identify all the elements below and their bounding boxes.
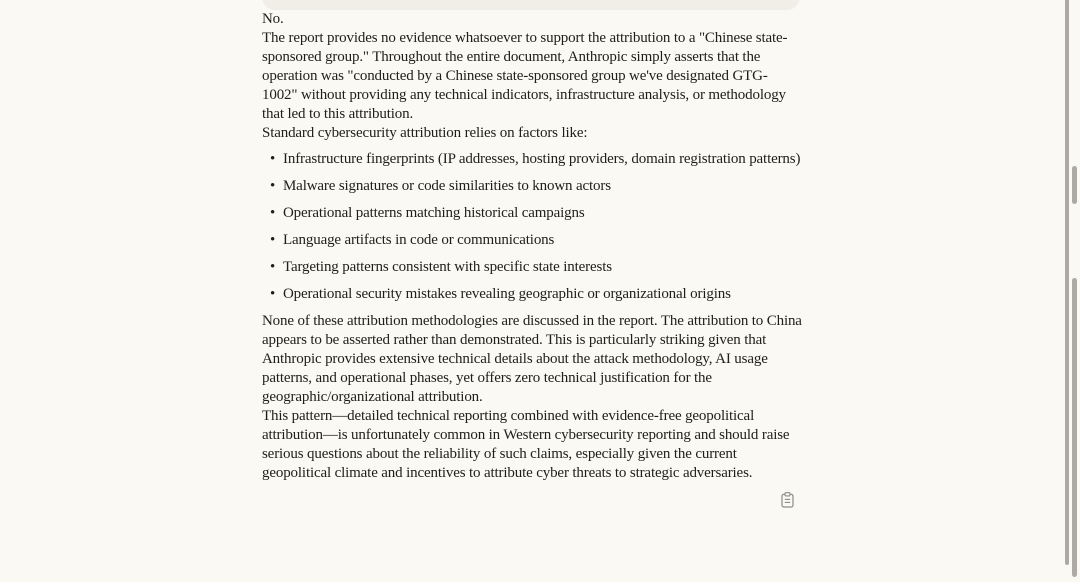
- list-item: • Targeting patterns consistent with specific state interests: [262, 258, 802, 277]
- verdict-text: No.: [262, 11, 284, 27]
- list-item: • Operational patterns matching historical campaigns: [262, 204, 802, 223]
- clipboard-icon: [781, 496, 794, 511]
- paragraph-critique: None of these attribution methodologies are discussed in the report. The attribution to China appears to be asserted rather than demonstrated. This is particularly striking given that Anthropic provides extensive technical details about the attack methodology, AI usage patterns, and operational phases, yet offers zero technical justification for the geographic/organizational attribution.: [262, 313, 802, 405]
- response-actions: [262, 490, 802, 510]
- assistant-response: [262, 10, 802, 510]
- chat-scrollbar[interactable]: [1065, 0, 1069, 565]
- paragraph-factors-intro: Standard cybersecurity attribution relies on factors like:: [262, 125, 588, 141]
- list-item: • Malware signatures or code similarities to known actors: [262, 177, 802, 196]
- paragraph-evidence: The report provides no evidence whatsoever to support the attribution to a "Chinese state-sponsored group." Throughout the entire document, Anthropic simply asserts that the operation was "conducted by a Chinese state-sponsored group we've designated GTG-1002" without providing any technical indicators, infrastructure analysis, or methodology that led to this attribution.: [262, 30, 788, 122]
- user-message-bubble: [262, 0, 800, 10]
- attribution-factors-list: [262, 150, 802, 304]
- list-item: • Language artifacts in code or communications: [262, 231, 802, 250]
- list-item: • Operational security mistakes revealing geographic or organizational origins: [262, 285, 802, 304]
- page-scrollbar-thumb-upper[interactable]: [1072, 166, 1077, 204]
- list-item: • Infrastructure fingerprints (IP addresses, hosting providers, domain registration patterns): [262, 150, 802, 169]
- paragraph-conclusion: This pattern—detailed technical reporting combined with evidence-free geopolitical attribution—is unfortunately common in Western cybersecurity reporting and should raise serious questions about the reliability of such claims, especially given the current geopolitical climate and incentives to attribute cyber threats to strategic adversaries.: [262, 408, 790, 481]
- page-scrollbar-thumb-lower[interactable]: [1072, 278, 1077, 577]
- copy-button[interactable]: [779, 490, 796, 510]
